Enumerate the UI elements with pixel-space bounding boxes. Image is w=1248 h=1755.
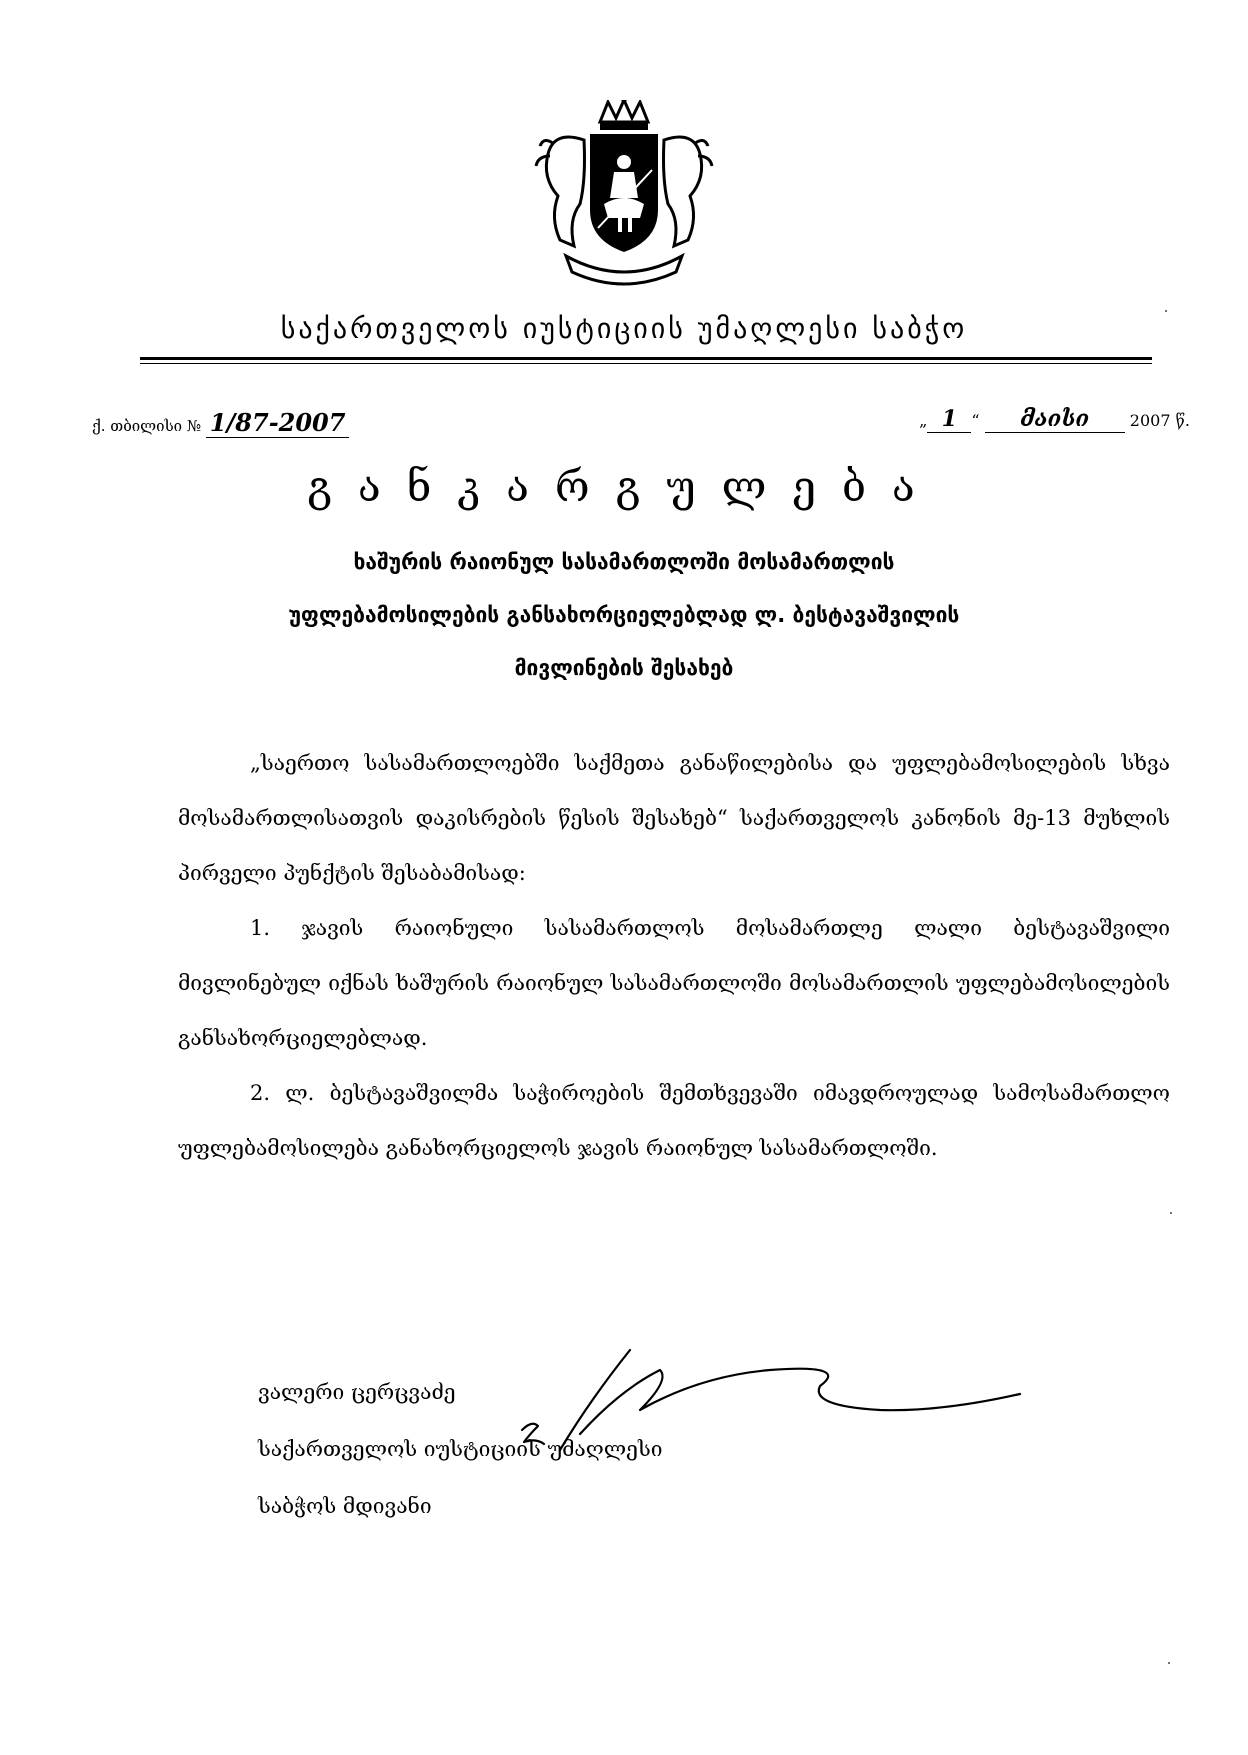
signatory-name: ვალერი ცერცვაძე bbox=[258, 1380, 456, 1404]
institution-name: საქართველოს იუსტიციის უმაღლესი საბჭო bbox=[280, 312, 968, 345]
subject-line-1: ხაშურის რაიონულ სასამართლოში მოსამართლის bbox=[353, 550, 895, 574]
subject-line-2: უფლებამოსილების განსახორციელებლად ლ. ბესტავაშვილის bbox=[288, 603, 960, 627]
subject-line-3: მივლინების შესახებ bbox=[514, 656, 734, 680]
date-day: 1 bbox=[927, 406, 971, 433]
signatory-title-line-1: საქართველოს იუსტიციის უმაღლესი bbox=[258, 1437, 663, 1461]
date-year: 2007 bbox=[1129, 411, 1171, 430]
signatory-title-line-2: საბჭოს მდივანი bbox=[258, 1494, 432, 1518]
date-quote-close: “ bbox=[971, 411, 980, 430]
coat-of-arms-emblem bbox=[514, 100, 734, 290]
body-preamble: „საერთო სასამართლოებში საქმეთა განაწილებისა და უფლებამოსილების სხვა მოსამართლისათვის დაკისრების წესის შესახებ“ საქართველოს კანონის მე-13 მუხლის პირველი პუნქტის შესაბამისად: bbox=[178, 751, 1170, 885]
document-number-line bbox=[92, 408, 349, 437]
city-label: ქ. თბილისი № bbox=[92, 417, 202, 435]
document-date-line bbox=[919, 406, 1190, 433]
document-body bbox=[178, 736, 1170, 1176]
scan-speck bbox=[1170, 1212, 1172, 1214]
document-number: 1/87-2007 bbox=[206, 408, 350, 438]
date-quote-open: „ bbox=[919, 411, 928, 430]
scan-speck bbox=[1165, 310, 1167, 312]
document-type-heading: განკარგულება bbox=[307, 462, 941, 511]
header-rule-thin bbox=[140, 363, 1152, 364]
year-suffix: წ. bbox=[1175, 411, 1190, 430]
scan-speck bbox=[1168, 1662, 1170, 1664]
body-item-1: 1. ჯავის რაიონული სასამართლოს მოსამართლე ლალი ბესტავაშვილი მივლინებულ იქნას ხაშურის რაიონულ სასამართლოში მოსამართლის უფლებამოსილების განსახორციელებლად. bbox=[178, 916, 1170, 1050]
header-rule-thick bbox=[140, 357, 1152, 360]
date-month: მაისი bbox=[985, 406, 1125, 433]
body-item-2: 2. ლ. ბესტავაშვილმა საჭიროების შემთხვევაში იმავდროულად სამოსამართლო უფლებამოსილება განახორციელოს ჯავის რაიონულ სასამართლოში. bbox=[178, 1081, 1170, 1160]
document-subject bbox=[0, 536, 1248, 695]
